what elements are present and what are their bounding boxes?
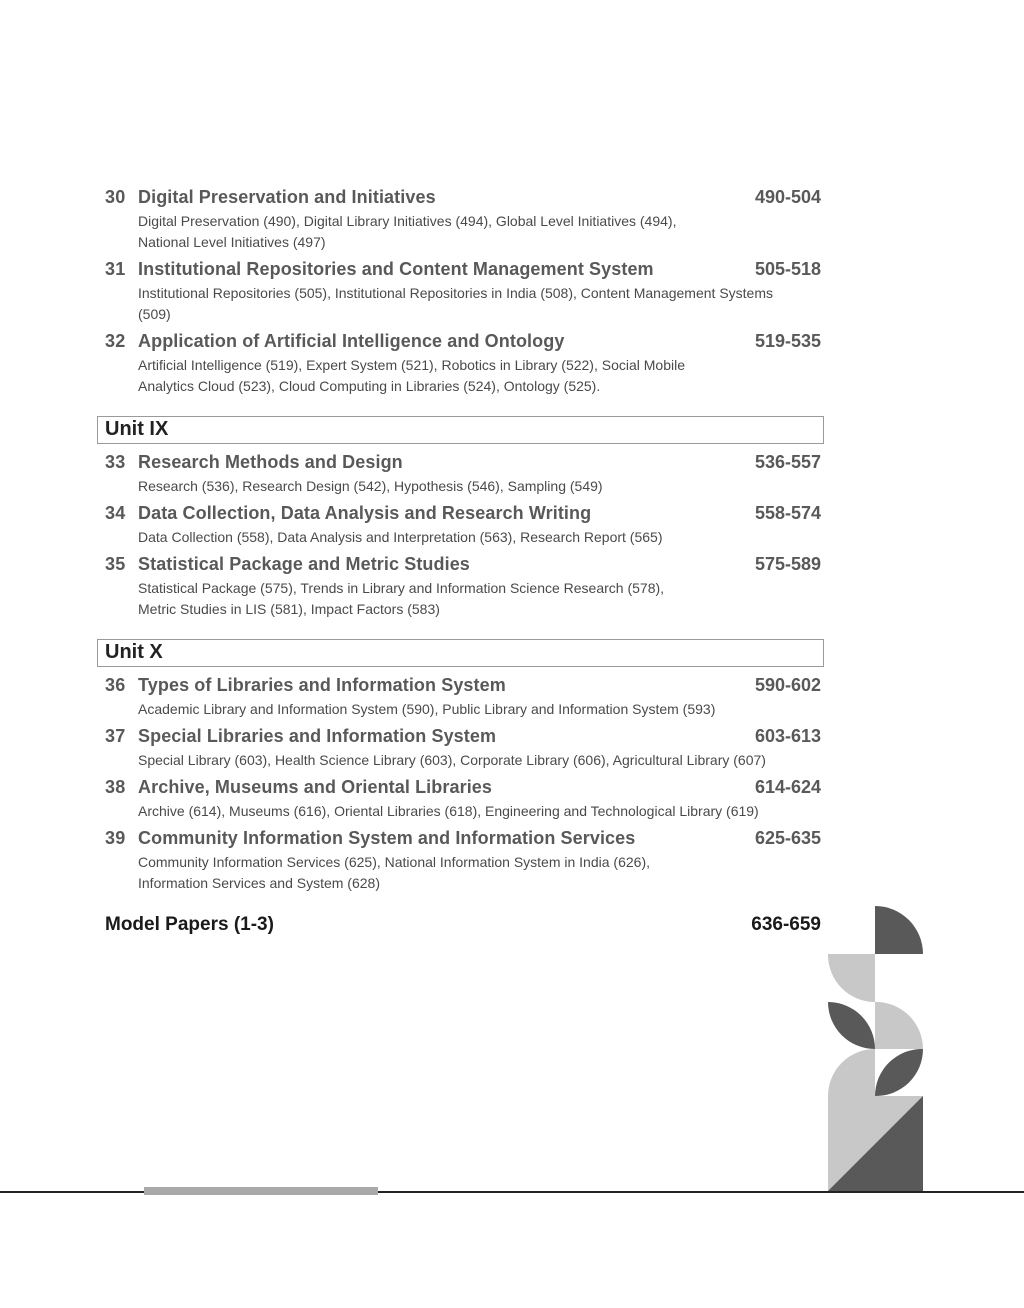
toc-entry-model-papers[interactable]: [105, 914, 823, 940]
toc-entry-39[interactable]: [105, 828, 823, 894]
chapter-pages: 519-535: [754, 331, 821, 351]
toc-entry-33[interactable]: [105, 452, 823, 497]
chapter-pages: 625-635: [754, 828, 821, 848]
chapter-topics: [138, 801, 818, 822]
chapter-topics: [138, 527, 818, 548]
chapter-topics: [138, 578, 818, 620]
toc-entry-30[interactable]: [105, 187, 823, 253]
chapter-pages: 590-602: [754, 675, 821, 695]
toc-entry-35[interactable]: [105, 554, 823, 620]
topic-line: Artificial Intelligence (519), Expert System (521), Robotics in Library (522), Social Mobile: [138, 357, 686, 373]
chapter-number: 33: [105, 452, 126, 472]
quarter-circle-light-lower: [828, 1049, 875, 1096]
toc-entry-38[interactable]: [105, 777, 823, 822]
chapter-number: 34: [105, 503, 126, 523]
chapter-pages: 603-613: [754, 726, 821, 746]
chapter-pages: 575-589: [754, 554, 821, 574]
topic-line: Information Services and System (628): [138, 875, 380, 891]
quarter-circle-dark: [875, 906, 923, 954]
unit-label: Unit IX: [105, 418, 169, 440]
chapter-title: Digital Preservation and Initiatives: [138, 187, 436, 207]
toc-entry-37[interactable]: [105, 726, 823, 771]
topic-line: Research (536), Research Design (542), Hypothesis (546), Sampling (549): [138, 478, 603, 494]
topic-line: Academic Library and Information System (590), Public Library and Information System (593): [138, 701, 716, 717]
chapter-title: Community Information System and Information Services: [138, 828, 636, 848]
chapter-pages: 558-574: [754, 503, 821, 523]
half-circle-light: [875, 1002, 923, 1049]
chapter-pages: 614-624: [754, 777, 821, 797]
leaf-dark-right: [875, 1049, 923, 1096]
chapter-number: 32: [105, 331, 126, 351]
toc-entry-34[interactable]: [105, 503, 823, 548]
model-papers-title: Model Papers (1-3): [105, 914, 274, 935]
topic-line: Community Information Services (625), National Information System in India (626),: [138, 854, 650, 870]
chapter-title: Types of Libraries and Information System: [138, 675, 506, 695]
chapter-pages: 536-557: [754, 452, 821, 472]
chapter-number: 38: [105, 777, 126, 797]
chapter-title: Research Methods and Design: [138, 452, 403, 472]
toc-entry-32[interactable]: [105, 331, 823, 397]
unit-label: Unit X: [105, 641, 163, 663]
unit-heading-ix: [97, 416, 824, 444]
chapter-title: Application of Artificial Intelligence and Ontology: [138, 331, 565, 351]
leaf-dark: [828, 1002, 875, 1049]
model-papers-pages: 636-659: [751, 914, 821, 935]
chapter-topics: [138, 211, 818, 253]
quarter-circle-light: [828, 954, 875, 1002]
decorative-ornament: [826, 906, 924, 1193]
chapter-number: 37: [105, 726, 126, 746]
topic-line: (509): [138, 306, 171, 322]
toc-entry-31[interactable]: [105, 259, 823, 325]
topic-line: Data Collection (558), Data Analysis and Interpretation (563), Research Report (565): [138, 529, 663, 545]
topic-line: Metric Studies in LIS (581), Impact Factors (583): [138, 601, 440, 617]
chapter-topics: [138, 852, 818, 894]
chapter-number: 35: [105, 554, 126, 574]
chapter-topics: [138, 283, 818, 325]
chapter-title: Special Libraries and Information System: [138, 726, 497, 746]
chapter-topics: [138, 476, 818, 497]
topic-line: Archive (614), Museums (616), Oriental Libraries (618), Engineering and Technological Library (619): [138, 803, 759, 819]
chapter-topics: [138, 699, 818, 720]
topic-line: Institutional Repositories (505), Institutional Repositories in India (508), Content Management Systems: [138, 285, 773, 301]
topic-line: Special Library (603), Health Science Library (603), Corporate Library (606), Agricultural Library (607): [138, 752, 766, 768]
chapter-pages: 505-518: [754, 259, 821, 279]
chapter-topics: [138, 355, 818, 397]
topic-line: Statistical Package (575), Trends in Library and Information Science Research (578),: [138, 580, 665, 596]
chapter-number: 39: [105, 828, 126, 848]
toc-entry-36[interactable]: [105, 675, 823, 720]
chapter-title: Statistical Package and Metric Studies: [138, 554, 470, 574]
chapter-title: Institutional Repositories and Content Management System: [138, 259, 654, 279]
chapter-number: 36: [105, 675, 126, 695]
footer-accent-bar: [144, 1187, 378, 1195]
topic-line: National Level Initiatives (497): [138, 234, 326, 250]
chapter-pages: 490-504: [754, 187, 821, 207]
unit-heading-x: [97, 639, 824, 667]
topic-line: Digital Preservation (490), Digital Library Initiatives (494), Global Level Initiatives (494),: [138, 213, 677, 229]
topic-line: Analytics Cloud (523), Cloud Computing in Libraries (524), Ontology (525).: [138, 378, 601, 394]
chapter-number: 30: [105, 187, 126, 207]
chapter-topics: [138, 750, 818, 771]
chapter-number: 31: [105, 259, 126, 279]
chapter-title: Archive, Museums and Oriental Libraries: [138, 777, 493, 797]
chapter-title: Data Collection, Data Analysis and Research Writing: [138, 503, 592, 523]
